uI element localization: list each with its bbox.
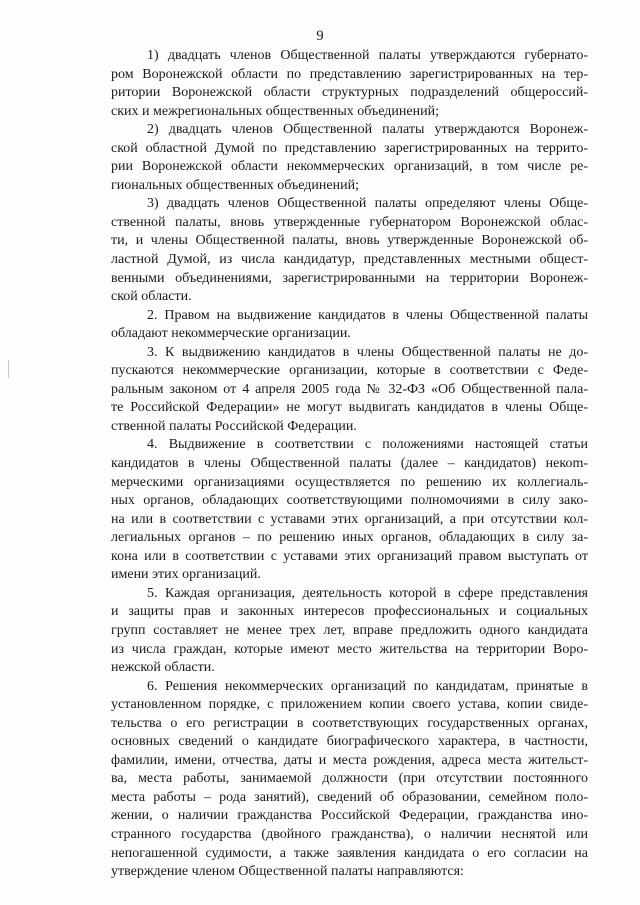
text-line: странного государства (двойного гражданства), о наличии неснятой или (111, 826, 588, 842)
text-line: пускаются некоммерческие организации, которые в соответствии с Феде- (111, 363, 588, 379)
text-line: ных органов, обладающих соответствующими полномочиями в силу зако- (111, 493, 588, 509)
text-line: групп составляет не менее трех лет, вправе предложить одного кандидата (111, 622, 588, 638)
text-line: венными объединениями, зарегистрированными на территории Воронеж- (111, 270, 588, 286)
text-line: 5. Каждая организация, деятельность которой в сфере представления (147, 585, 588, 601)
text-line: и защиты прав и законных интересов профессиональных и социальных (111, 604, 588, 620)
paragraph (111, 344, 588, 437)
text-line: те Российской Федерации» не могут выдвигать кандидатов в члены Обще- (111, 400, 588, 416)
text-line: ственной палаты, вновь утвержденные губернатором Воронежской облас- (111, 214, 588, 230)
document-body (111, 47, 588, 882)
paragraph (111, 436, 588, 584)
text-line: 1) двадцать членов Общественной палаты утверждаются губернато- (147, 48, 588, 63)
text-line: ской областной Думой по представлению зарегистрированных на террито- (111, 140, 588, 156)
text-line: ской области. (111, 289, 192, 305)
text-line: 3) двадцать членов Общественной палаты определяют члены Обще- (147, 196, 588, 212)
page-number: 9 (316, 28, 324, 44)
text-line: 4. Выдвижение в соответствии с положениями настоящей статьи (147, 437, 588, 453)
text-line: гиональных общественных объединений; (111, 177, 359, 193)
text-line: 3. К выдвижению кандидатов в члены Общественной палаты не до- (147, 344, 588, 360)
text-line: нежской области. (111, 660, 215, 676)
text-line: ром Воронежской области по представлению зарегистрированных на тер- (111, 66, 588, 82)
text-line: ственной палаты Российской Федерации. (111, 418, 357, 434)
text-line: ти, и члены Общественной палаты, вновь утвержденные Воронежской об- (111, 233, 588, 249)
paragraph (111, 47, 588, 121)
text-line: имени этих организаций. (111, 567, 261, 583)
text-line: на или в соответствии с уставами этих организаций, а при отсутствии кол- (111, 511, 588, 527)
paragraph (111, 195, 588, 306)
text-line: жении, о наличии гражданства Российской Федерации, гражданства ино- (111, 808, 588, 824)
text-line: легиальных органов – по решению иных органов, обладающих в силу за- (111, 530, 588, 546)
text-line: рии Воронежской области некоммерческих организаций, в том числе ре- (111, 159, 588, 175)
text-line: 2. Правом на выдвижение кандидатов в члены Общественной палаты (147, 307, 588, 323)
text-line: ва, места работы, занимаемой должности (при отсутствии постоянного (111, 771, 588, 787)
text-line: тельства о его регистрации в соответствующих государственных органах, (111, 715, 588, 731)
text-line: непогашенной судимости, а также заявления кандидата о его согласии на (111, 845, 588, 861)
text-line: ластной Думой, из числа кандидатур, представленных местными общест- (111, 252, 588, 268)
paragraph (111, 121, 588, 195)
text-line: ритории Воронежской области структурных подразделений общероссий- (111, 85, 588, 101)
text-line: 2) двадцать членов Общественной палаты утверждаются Воронеж- (147, 122, 588, 138)
text-line: утверждение членом Общественной палаты направляются: (111, 864, 464, 880)
paragraph (111, 307, 588, 344)
text-line: мерческими организациями осуществляется по решению их коллегиаль- (111, 474, 588, 490)
text-line: ральным законом от 4 апреля 2005 года № 32-ФЗ «Об Общественной пала- (111, 381, 588, 397)
text-line: места работы – рода занятий), сведений об образовании, семейном поло- (111, 789, 588, 805)
text-line: установленном порядке, с приложением копии своего устава, копии свиде- (111, 697, 588, 713)
text-line: фамилии, имени, отчества, даты и места рождения, адреса места жительст- (111, 752, 588, 768)
text-line: основных сведений о кандидате биографического характера, в частности, (111, 734, 588, 750)
text-line: кандидатов в члены Общественной палаты (далее – кандидатов) некоm- (111, 456, 588, 472)
paragraph (111, 585, 588, 678)
text-line: кона или в соответствии с уставами этих организаций правом выступать от (111, 548, 588, 564)
paragraph (111, 678, 588, 882)
text-line: обладают некоммерческие организации. (111, 326, 351, 342)
text-line: из числа граждан, которые имеют место жительства на территории Воро- (111, 641, 588, 657)
text-line: 6. Решения некоммерческих организаций по кандидатам, принятые в (147, 678, 588, 694)
scan-margin-mark (8, 360, 9, 378)
text-line: ских и межрегиональных общественных объединений; (111, 103, 439, 119)
